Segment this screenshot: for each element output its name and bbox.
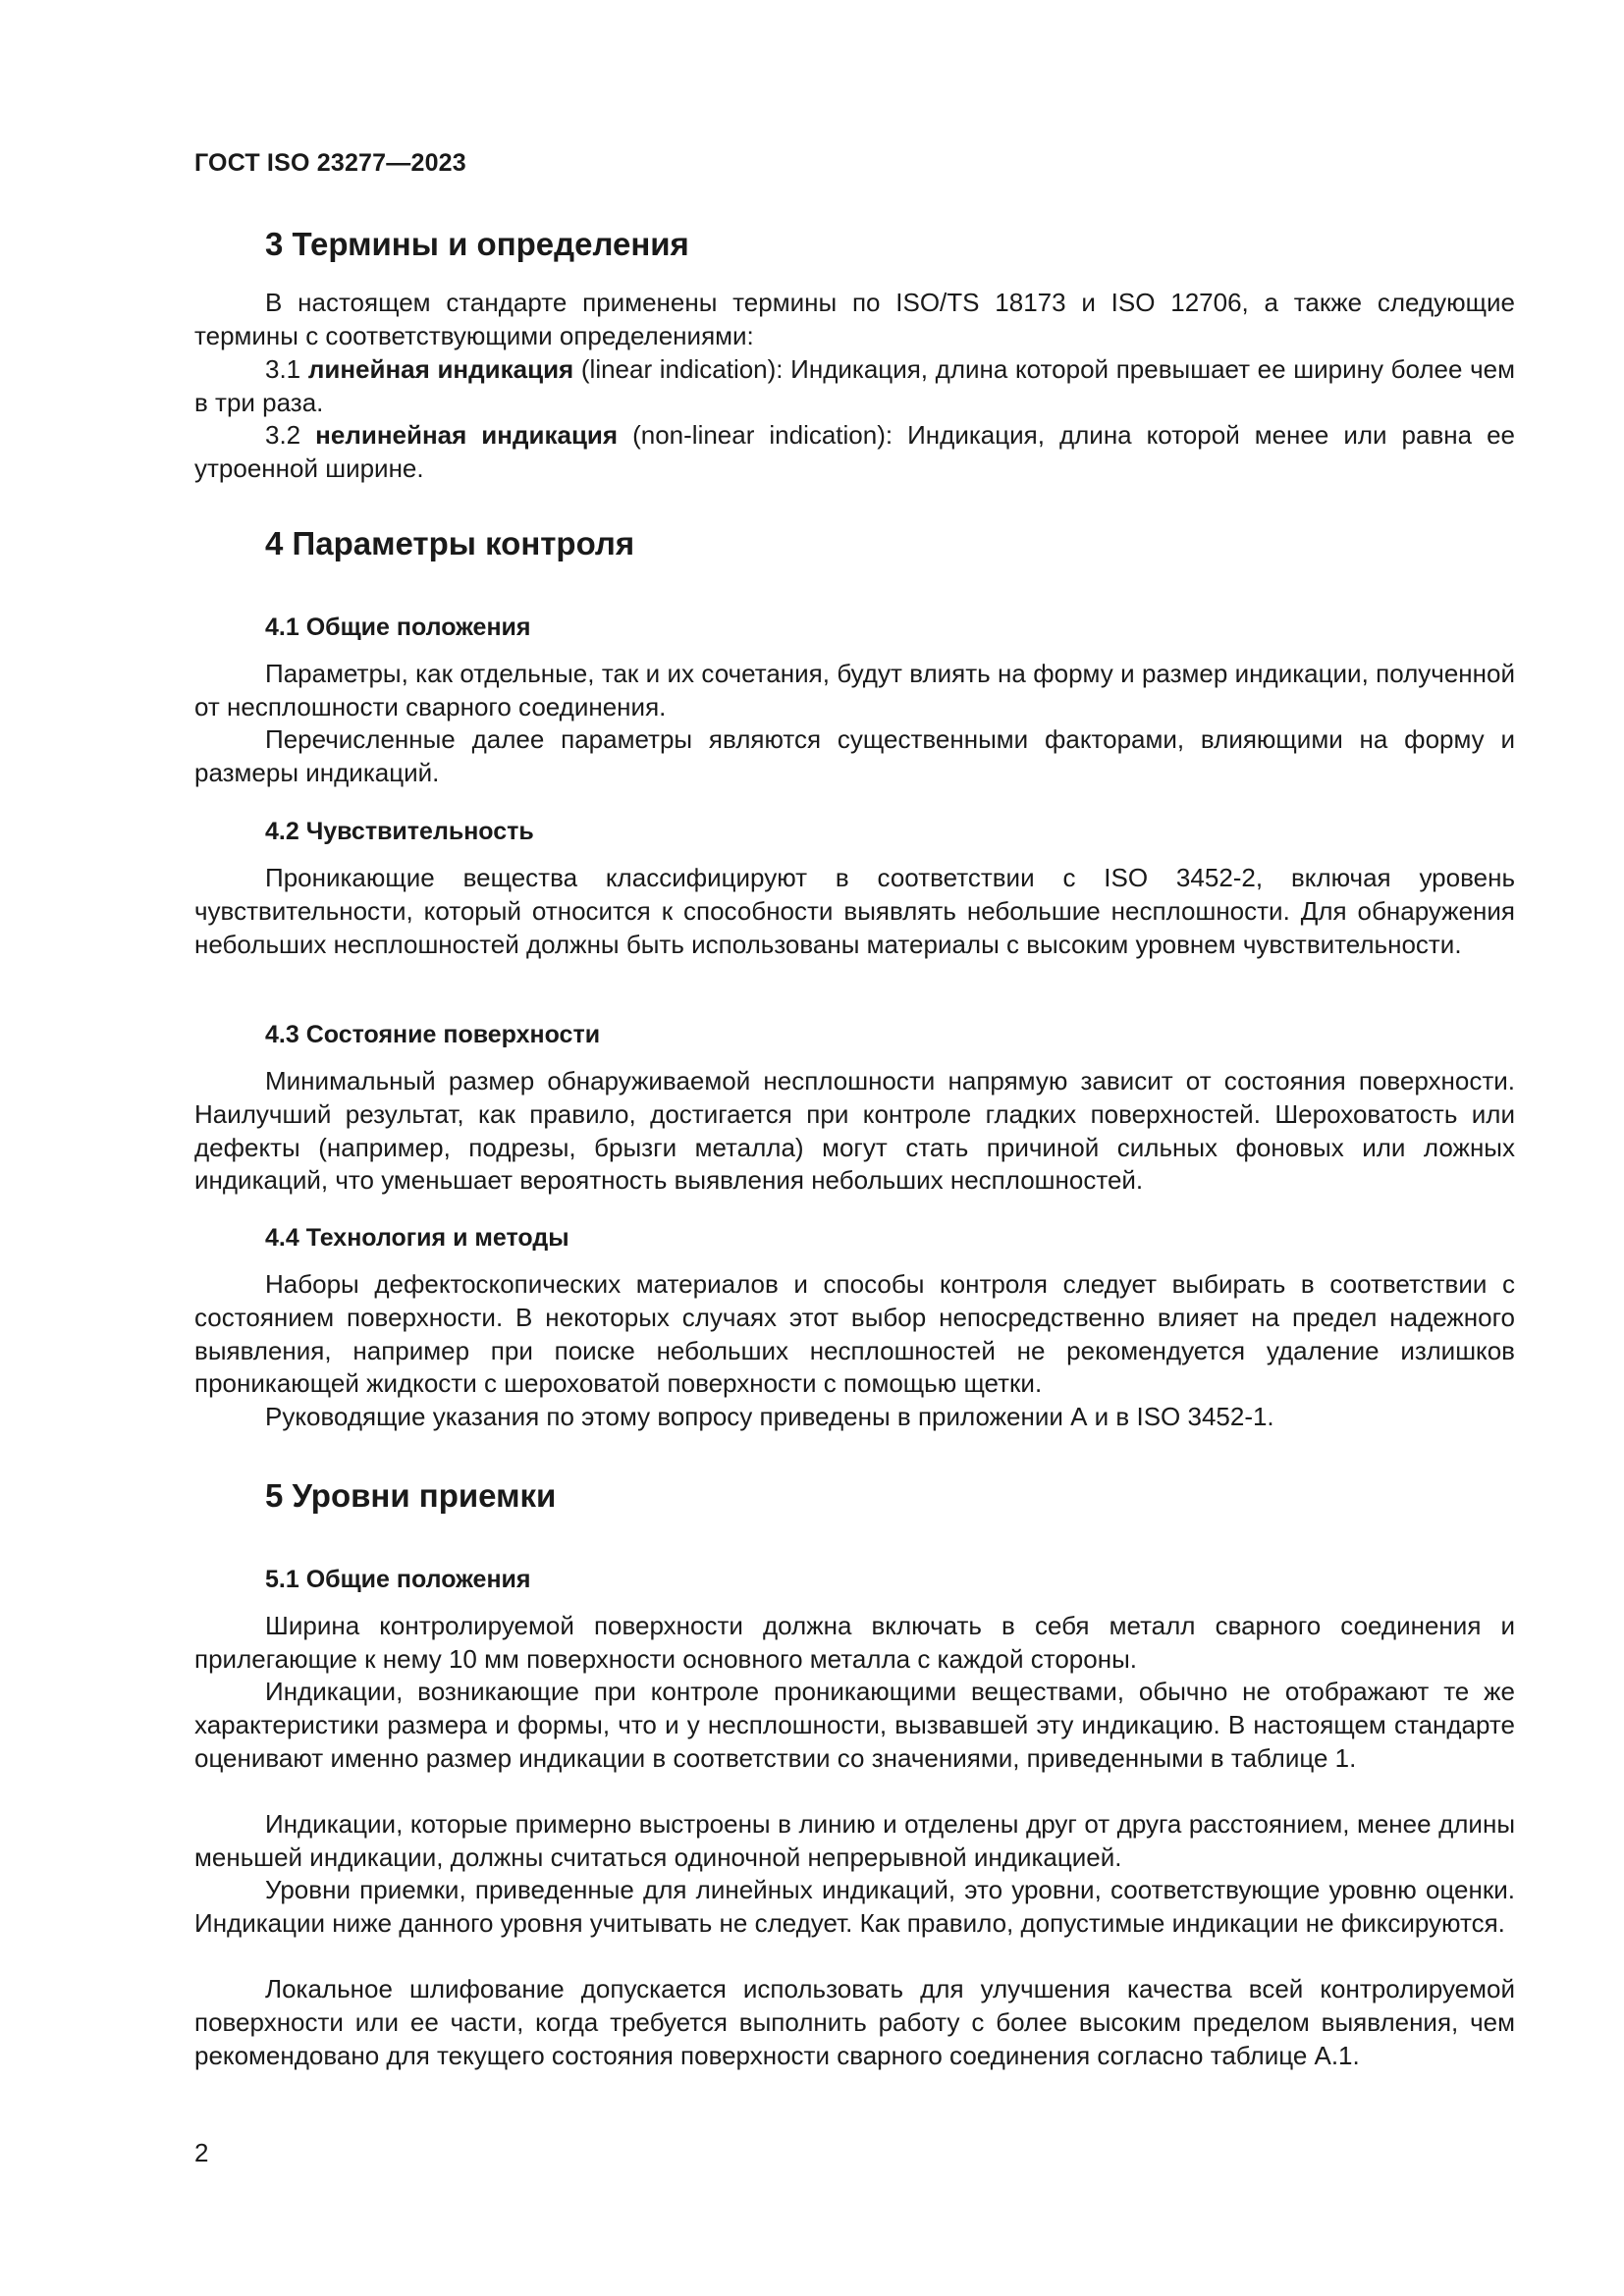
term-3-2: [194, 419, 1515, 486]
subsection-4-3-title: 4.3 Состояние поверхности: [265, 1021, 601, 1048]
paragraph: Индикации, возникающие при контроле проникающими веществами, обычно не отображают те же характеристики размера и формы, что и у несплошности, вызвавшей эту индикацию. В настоящем стандарте оценивают именно размер индикации в соответствии со значениями, приведенными в таблице 1.: [194, 1677, 1515, 1773]
subsection-5-1-title: 5.1 Общие положения: [265, 1566, 531, 1593]
subsection-4-1-title: 4.1 Общие положения: [265, 614, 531, 641]
paragraph: Параметры, как отдельные, так и их сочетания, будут влиять на форму и размер индикации, полученной от несплошности сварного соединения.: [194, 659, 1515, 721]
paragraph: Уровни приемки, приведенные для линейных индикаций, это уровни, соответствующие уровню оценки. Индикации ниже данного уровня учитывать не следует. Как правило, допустимые индикации не фиксируются.: [194, 1875, 1515, 1938]
term-definition: (linear indication): Индикация, длина которой превышает ее ширину более чем в три раза.: [194, 354, 1516, 417]
section-3-title: 3 Термины и определения: [265, 226, 689, 262]
paragraph: Ширина контролируемой поверхности должна включать в себя металл сварного соединения и прилегающие к нему 10 мм поверхности основного металла с каждой стороны.: [194, 1611, 1515, 1674]
paragraph: Локальное шлифование допускается использовать для улучшения качества всей контролируемой поверхности или ее части, когда требуется выполнить работу с более высоким пределом выявления, чем рекомендовано для текущего состояния поверхности сварного соединения согласно таблице А.1.: [194, 1974, 1515, 2070]
paragraph: Перечисленные далее параметры являются существенными факторами, влияющими на форму и размеры индикаций.: [194, 724, 1515, 787]
subsection-4-4-title: 4.4 Технология и методы: [265, 1224, 569, 1252]
paragraph: Наборы дефектоскопических материалов и способы контроля следует выбирать в соответствии с состоянием поверхности. В некоторых случаях этот выбор непосредственно влияет на предел надежного выявления, например при поиске небольших несплошностей не рекомендуется удаление излишков проникающей жидкости с шероховатой поверхности с помощью щетки.: [194, 1269, 1515, 1399]
section-5-title: 5 Уровни приемки: [265, 1477, 557, 1514]
term-3-1: [194, 353, 1515, 420]
term-name: линейная индикация: [307, 354, 574, 384]
paragraph: Проникающие вещества классифицируют в соответствии с ISO 3452-2, включая уровень чувствительности, который относится к способности выявлять небольшие несплошности. Для обнаружения небольших несплошностей должны быть использованы материалы с высоким уровнем чувствительности.: [194, 863, 1515, 959]
section-4-title: 4 Параметры контроля: [265, 525, 635, 561]
standard-designation: ГОСТ ISO 23277—2023: [194, 149, 466, 177]
page-number: 2: [194, 2138, 209, 2167]
term-name: нелинейная индикация: [315, 420, 619, 450]
term-number: 3.2: [265, 420, 301, 450]
subsection-4-2-title: 4.2 Чувствительность: [265, 818, 534, 845]
paragraph: Индикации, которые примерно выстроены в линию и отделены друг от друга расстоянием, менее длины меньшей индикации, должны считаться одиночной непрерывной индикацией.: [194, 1809, 1515, 1872]
term-definition: (non-linear indication): Индикация, длина которой менее или равна ее утроенной ширине.: [194, 420, 1515, 483]
paragraph: Руководящие указания по этому вопросу приведены в приложении А и в ISO 3452-1.: [265, 1402, 1274, 1431]
paragraph: Минимальный размер обнаруживаемой несплошности напрямую зависит от состояния поверхности. Наилучший результат, как правило, достигается при контроле гладких поверхностей. Шероховатость или дефекты (например, подрезы, брызги металла) могут стать причиной сильных фоновых или ложных индикаций, что уменьшает вероятность выявления небольших несплошностей.: [194, 1066, 1515, 1196]
section-3-intro: В настоящем стандарте применены термины по ISO/TS 18173 и ISO 12706, а также следующие термины с соответствующими определениями:: [194, 288, 1515, 350]
term-number: 3.1: [265, 354, 301, 384]
